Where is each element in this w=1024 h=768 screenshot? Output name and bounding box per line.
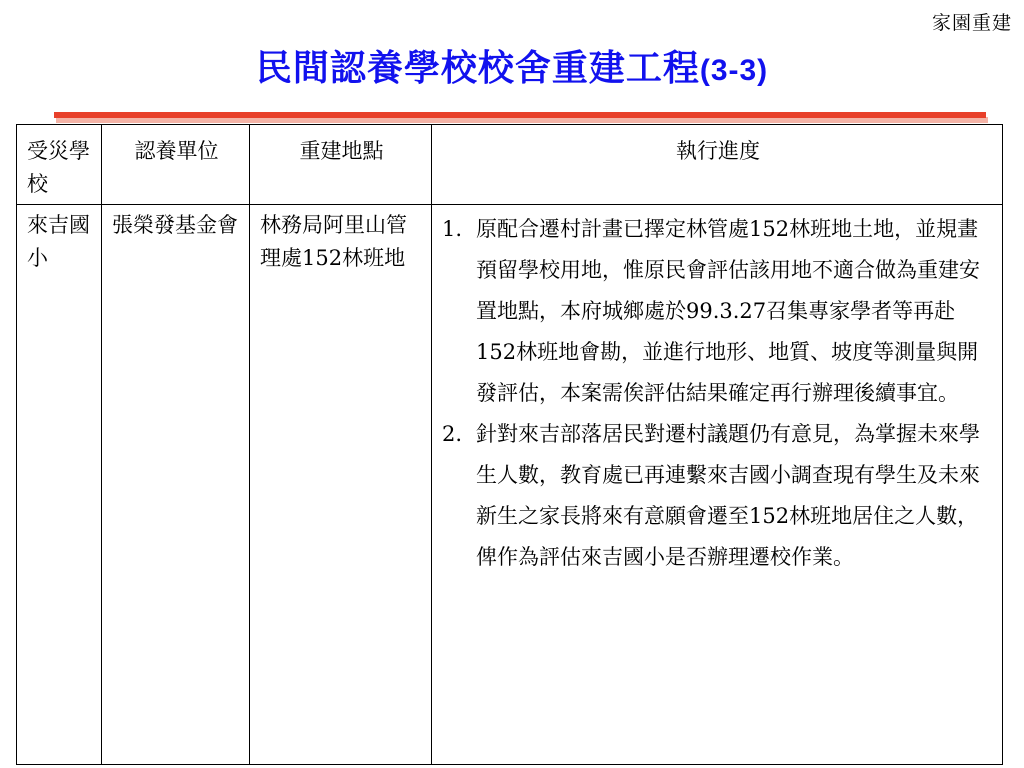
slide-title-suffix: (3-3) bbox=[699, 54, 769, 87]
progress-item-number: 2. bbox=[442, 422, 463, 446]
column-header-sponsor: 認養單位 bbox=[102, 125, 250, 205]
progress-item bbox=[442, 209, 994, 414]
section-tag: 家園重建 bbox=[931, 12, 1012, 34]
column-header-school: 受災學校 bbox=[17, 125, 102, 205]
title-rule bbox=[54, 112, 986, 118]
column-header-progress: 執行進度 bbox=[432, 125, 1003, 205]
cell-location: 林務局阿里山管理處152林班地 bbox=[250, 205, 432, 765]
slide-title bbox=[0, 40, 1024, 91]
table-header-row bbox=[17, 125, 1003, 205]
cell-progress bbox=[432, 205, 1003, 765]
progress-table bbox=[16, 124, 1003, 765]
progress-item bbox=[442, 414, 994, 578]
progress-item-text: 針對來吉部落居民對遷村議題仍有意見，為掌握未來學生人數，教育處已再連繫來吉國小調查現有學生及未來新生之家長將來有意願會遷至152林班地居住之人數，俾作為評估來吉國小是否辦理遷校作業。 bbox=[476, 422, 980, 569]
column-header-location: 重建地點 bbox=[250, 125, 432, 205]
progress-list bbox=[442, 209, 994, 578]
table-row bbox=[17, 205, 1003, 765]
progress-item-number: 1. bbox=[442, 217, 463, 241]
slide-title-text: 民間認養學校校舍重建工程 bbox=[255, 47, 700, 89]
cell-school: 來吉國小 bbox=[17, 205, 102, 765]
progress-item-text: 原配合遷村計畫已擇定林管處152林班地土地，並規畫預留學校用地，惟原民會評估該用地不適合做為重建安置地點，本府城鄉處於99.3.27召集專家學者等再赴152林班地會勘，並進行地形、地質、坡度等測量與開發評估，本案需俟評估結果確定再行辦理後續事宜。 bbox=[476, 217, 980, 405]
cell-sponsor: 張榮發基金會 bbox=[102, 205, 250, 765]
